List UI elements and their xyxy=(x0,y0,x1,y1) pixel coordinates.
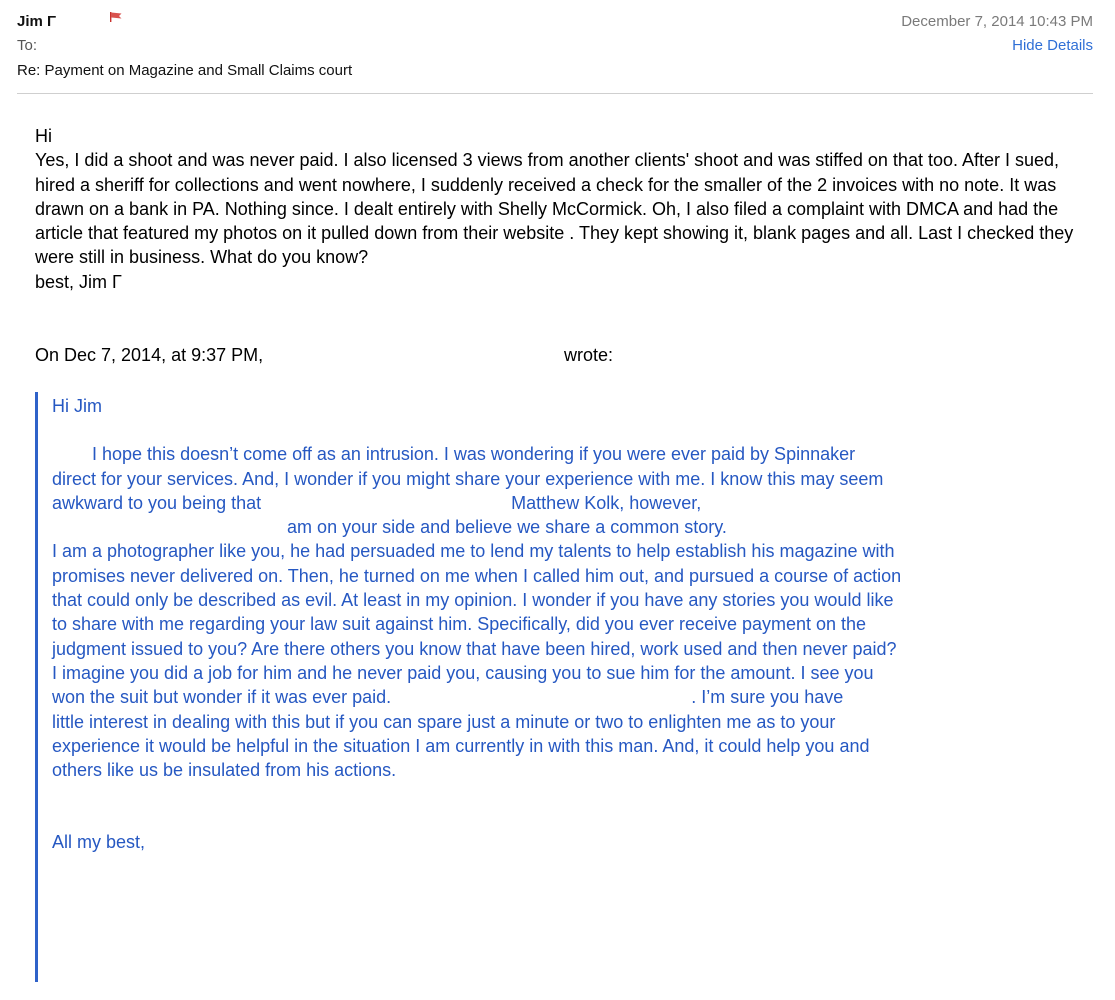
quoted-line: little interest in dealing with this but if you can spare just a minute or two to enlighten me as to your xyxy=(52,711,836,732)
reply-greeting: Hi xyxy=(35,126,52,146)
quoted-line: to share with me regarding your law suit against him. Specifically, did you ever receive payment on the xyxy=(52,614,867,635)
quoted-line: experience it would be helpful in the situation I am currently in with this man. And, it could help you and xyxy=(52,735,870,756)
quoted-line: I imagine you did a job for him and he never paid you, causing you to sue him for the amount. I see you xyxy=(52,662,874,683)
paragraph-spacer xyxy=(52,782,1092,830)
to-label: To: xyxy=(17,37,38,54)
quoted-line: judgment issued to you? Are there others you know that have been hired, work used and then never paid? xyxy=(52,638,897,659)
quoted-line: won the suit but wonder if it was ever paid. . I’m sure you have xyxy=(52,687,844,708)
header-divider xyxy=(17,93,1093,94)
quote-attribution-wrote: wrote: xyxy=(564,345,614,365)
reply-signoff: best, Jim Γ xyxy=(35,271,122,292)
quoted-greeting: Hi Jim xyxy=(52,396,102,416)
quoted-line: I hope this doesn’t come off as an intrusion. I was wondering if you were ever paid by Spinnaker xyxy=(52,444,856,465)
quote-attribution: On Dec 7, 2014, at 9:37 PM, xyxy=(35,345,264,365)
quoted-message xyxy=(52,394,1092,855)
quoted-line: I am a photographer like you, he had persuaded me to lend my talents to help establish his magazine with xyxy=(52,541,895,562)
quoted-line: direct for your services. And, I wonder if you might share your experience with me. I know this may seem xyxy=(52,468,884,489)
quoted-line: that could only be described as evil. At least in my opinion. I wonder if you have any stories you would like xyxy=(52,590,894,611)
message-header xyxy=(0,0,1115,96)
reply-body xyxy=(35,124,1085,294)
quoted-closing: All my best, xyxy=(52,832,146,853)
hide-details-link[interactable]: Hide Details xyxy=(1012,37,1093,54)
sender-name[interactable]: Jim Γ xyxy=(17,13,57,30)
reply-text: Yes, I did a shoot and was never paid. I also licensed 3 views from another clients' shoot and was stiffed on that too. After I sued, hired a sheriff for collections and went nowhere, I suddenly received a check for the smaller of the 2 invoices with no note. It was drawn on a bank in PA. Nothing since. I dealt entirely with Shelly McCormick. Oh, I also filed a complaint with DMCA and had the article that featured my photos on it pulled down from their website . They kept showing it, blank pages and all. Last I checked they were still in business. What do you know? xyxy=(35,150,1074,268)
quoted-line: promises never delivered on. Then, he turned on me when I called him out, and pursued a course of action xyxy=(52,565,902,586)
flag-icon xyxy=(109,11,123,23)
quote-bar xyxy=(35,392,38,982)
quoted-line: awkward to you being that Matthew Kolk, however, xyxy=(52,492,702,513)
quoted-line: am on your side and believe we share a common story. xyxy=(52,517,727,538)
message-subject: Re: Payment on Magazine and Small Claims court xyxy=(17,62,353,79)
message-date: December 7, 2014 10:43 PM xyxy=(901,13,1093,30)
paragraph-spacer xyxy=(52,418,1092,442)
quoted-line: others like us be insulated from his actions. xyxy=(52,760,397,781)
